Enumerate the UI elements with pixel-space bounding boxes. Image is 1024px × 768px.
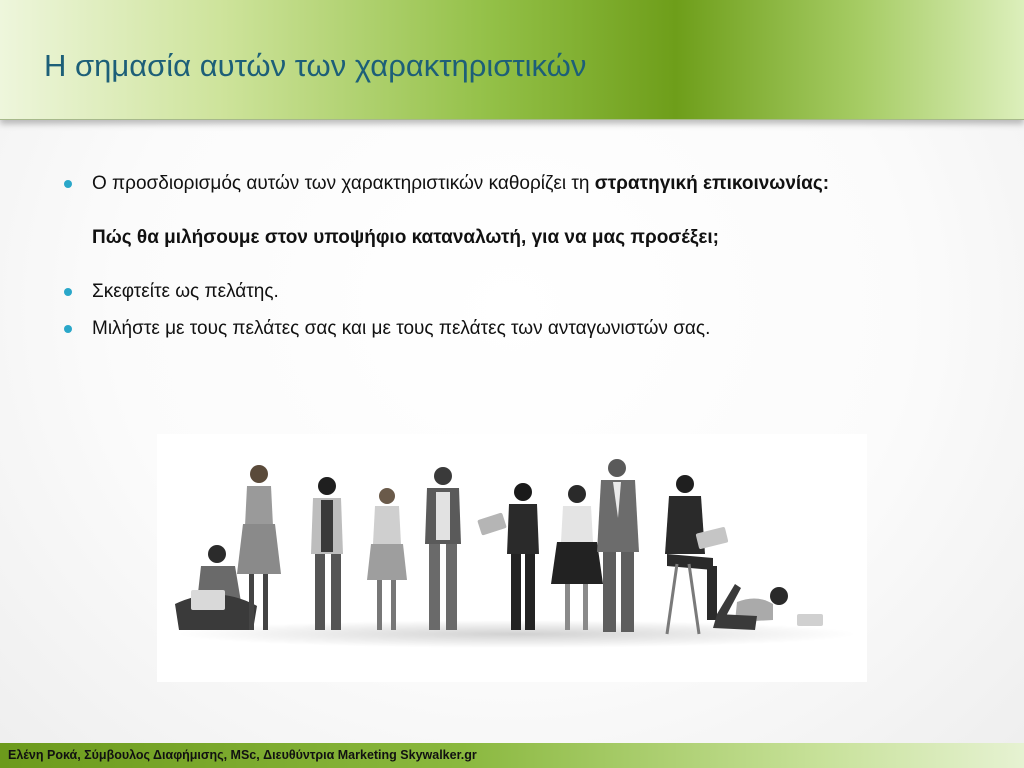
slide-title: Η σημασία αυτών των χαρακτηριστικών bbox=[44, 48, 587, 83]
person-woman-lying-laptop bbox=[713, 584, 823, 630]
person-man-suit bbox=[597, 459, 639, 632]
person-man-tshirt bbox=[425, 467, 461, 630]
bullet-text-bold: στρατηγική επικοινωνίας: bbox=[594, 173, 830, 194]
bullet-text: Σκεφτείτε ως πελάτης. bbox=[92, 281, 279, 302]
person-girl-dark-skirt bbox=[551, 485, 603, 630]
footer-text: Ελένη Ροκά, Σύμβουλος Διαφήμισης, MSc, Διευθύντρια Marketing Skywalker.gr bbox=[8, 748, 477, 762]
bullet-dot-icon bbox=[64, 325, 72, 333]
bullet-dot-icon bbox=[64, 288, 72, 296]
bullet-item bbox=[62, 315, 962, 342]
people-illustration bbox=[157, 434, 867, 682]
title-bar bbox=[0, 0, 1024, 120]
bullet-dot-icon bbox=[64, 180, 72, 188]
footer-bar bbox=[0, 743, 1024, 768]
bullet-text: Ο προσδιορισμός αυτών των χαρακτηριστικών καθορίζει τη bbox=[92, 173, 595, 194]
person-woman-laptop-dark bbox=[477, 483, 539, 630]
people-photo bbox=[157, 434, 867, 682]
person-girl-skirt bbox=[367, 488, 407, 630]
person-man-stool-laptop bbox=[665, 475, 728, 634]
person-striped-shirt bbox=[311, 477, 343, 630]
bullet-item bbox=[62, 278, 962, 305]
bullet-text: Μιλήστε με τους πελάτες σας και με τους πελάτες των ανταγωνιστών σας. bbox=[92, 318, 711, 339]
bullet-item bbox=[62, 170, 962, 197]
bullet-list bbox=[62, 170, 962, 342]
sub-question: Πώς θα μιλήσουμε στον υποψήφιο καταναλωτή, για να μας προσέξει; bbox=[92, 227, 719, 248]
